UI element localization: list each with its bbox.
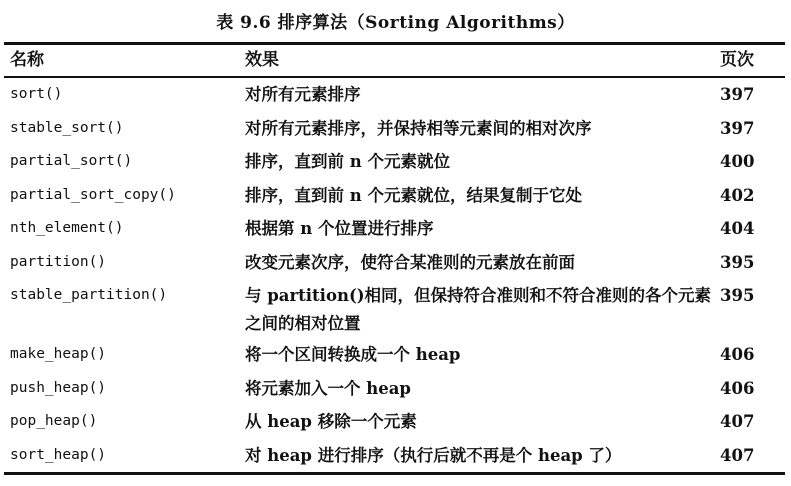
algorithm-effect: 将一个区间转换成一个 heap [245, 345, 461, 364]
algorithm-effect: 对所有元素排序，并保持相等元素间的相对次序 [245, 118, 592, 138]
algorithm-name: nth_element() [10, 220, 124, 236]
table-caption: 表 9.6 排序算法（Sorting Algorithms） [216, 13, 575, 33]
page-number: 407 [720, 445, 755, 465]
algorithm-effect: 对 heap 进行排序（执行后就不再是个 heap 了） [245, 445, 622, 465]
page-number: 402 [720, 185, 755, 205]
page-number: 395 [720, 252, 755, 272]
table-row [4, 439, 785, 474]
sorting-algorithms-table [4, 42, 785, 475]
algorithm-effect: 从 heap 移除一个元素 [245, 412, 417, 431]
table-row [4, 179, 785, 213]
algorithm-effect: 根据第 n 个位置进行排序 [245, 219, 434, 238]
algorithm-name: pop_heap() [10, 413, 98, 429]
table-row [4, 77, 785, 112]
page-number: 397 [720, 118, 755, 138]
algorithm-name: make_heap() [10, 346, 107, 362]
algorithm-effect [239, 279, 714, 338]
column-header-name: 名称 [10, 50, 44, 70]
page-number: 395 [720, 286, 755, 305]
algorithm-name: partial_sort() [10, 153, 133, 169]
column-header-page: 页次 [720, 50, 754, 70]
table-row [4, 145, 785, 179]
algorithm-name: sort_heap() [10, 446, 107, 463]
table-row [4, 246, 785, 280]
page-number: 406 [720, 345, 755, 364]
algorithm-name: stable_sort() [10, 119, 124, 136]
column-header-effect: 效果 [245, 50, 279, 70]
algorithm-effect: 将元素加入一个 heap [245, 378, 411, 398]
algorithm-effect: 排序，直到前 n 个元素就位 [245, 152, 450, 171]
table-row [4, 112, 785, 146]
table-row [4, 405, 785, 439]
page-number: 407 [720, 412, 755, 431]
table-row [4, 212, 785, 246]
page-number: 404 [720, 219, 755, 238]
algorithm-name: partial_sort_copy() [10, 186, 176, 203]
algorithm-effect: 排序，直到前 n 个元素就位，结果复制于它处 [245, 185, 582, 205]
algorithm-effect: 改变元素次序，使符合某准则的元素放在前面 [245, 252, 575, 272]
table-header-row [4, 44, 785, 78]
table-row [4, 338, 785, 372]
algorithm-name: stable_partition() [10, 287, 168, 303]
table-row [4, 279, 785, 338]
algorithm-name: partition() [10, 253, 107, 270]
algorithm-name: push_heap() [10, 379, 107, 396]
algorithm-effect: 对所有元素排序 [245, 85, 361, 104]
page-number: 397 [720, 85, 755, 104]
table-row [4, 372, 785, 406]
algorithm-name: sort() [10, 86, 63, 102]
page-number: 406 [720, 378, 755, 398]
algorithm-effect-text: 与 partition()相同，但保持符合准则和不符合准则的各个元素之间的相对位置 [245, 286, 712, 333]
page-number: 400 [720, 152, 755, 171]
